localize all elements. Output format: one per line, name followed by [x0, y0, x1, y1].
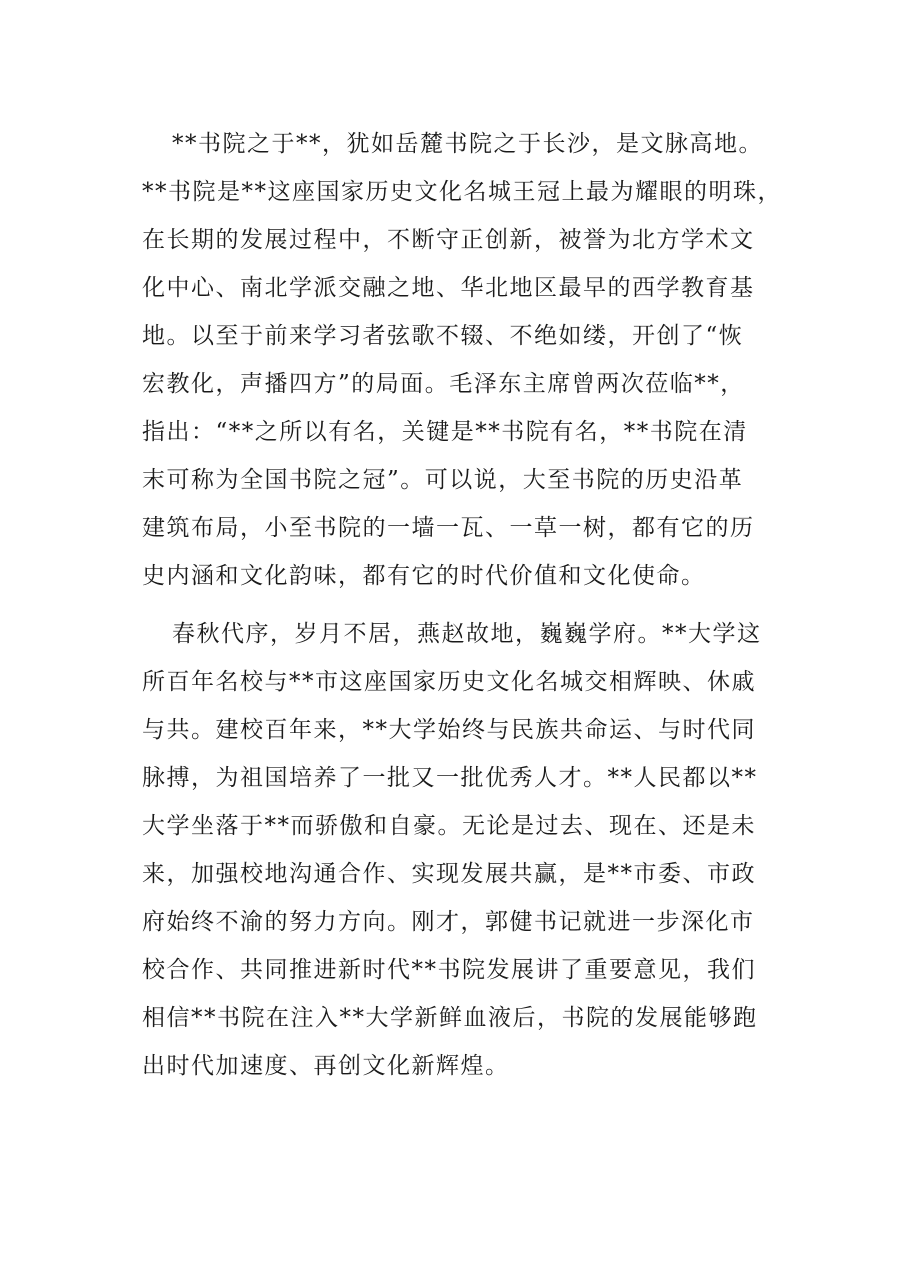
paragraph-line: 相信**书院在注入**大学新鲜血液后，书院的发展能够跑 — [142, 1005, 758, 1031]
paragraph-line: 地。以至于前来学习者弦歌不辍、不绝如缕，开创了“恢 — [142, 323, 744, 349]
paragraph-line: 指出：“**之所以有名，关键是**书院有名，**书院在清 — [142, 419, 748, 445]
paragraph-line: **书院是**这座国家历史文化名城王冠上最为耀眼的明珠， — [142, 179, 782, 205]
paragraph-line: 脉搏，为祖国培养了一批又一批优秀人才。**人民都以** — [142, 765, 758, 791]
paragraph-line: 化中心、南北学派交融之地、华北地区最早的西学教育基 — [142, 275, 755, 301]
paragraph-line: 府始终不渝的努力方向。刚才，郭健书记就进一步深化市 — [142, 909, 755, 935]
paragraph-line: 建筑布局，小至书院的一墙一瓦、一草一树，都有它的历 — [142, 515, 755, 541]
paragraph-line: 大学坐落于**而骄傲和自豪。无论是过去、现在、还是未 — [142, 813, 756, 839]
paragraph-line: 所百年名校与**市这座国家历史文化名城交相辉映、休戚 — [142, 669, 756, 695]
paragraph-line: 校合作、共同推进新时代**书院发展讲了重要意见，我们 — [142, 957, 756, 983]
paragraph-line: **书院之于**，犹如岳麓书院之于长沙，是文脉高地。 — [172, 131, 763, 157]
paragraph-line: 在长期的发展过程中，不断守正创新，被誉为北方学术文 — [142, 227, 755, 253]
paragraph-1 — [142, 120, 782, 600]
paragraph-line: 史内涵和文化韵味，都有它的时代价值和文化使命。 — [142, 563, 706, 589]
paragraph-line: 末可称为全国书院之冠”。可以说，大至书院的历史沿革 — [142, 467, 744, 493]
paragraph-line: 宏教化，声播四方”的局面。毛泽东主席曾两次莅临**， — [142, 371, 745, 397]
paragraph-line: 与共。建校百年来，**大学始终与民族共命运、与时代同 — [142, 717, 756, 743]
paragraph-2 — [142, 610, 782, 1090]
paragraph-line: 来，加强校地沟通合作、实现发展共赢，是**市委、市政 — [142, 861, 756, 887]
paragraph-line: 出时代加速度、再创文化新辉煌。 — [142, 1053, 510, 1079]
paragraph-line: 春秋代序，岁月不居，燕赵故地，巍巍学府。**大学这 — [172, 621, 762, 647]
